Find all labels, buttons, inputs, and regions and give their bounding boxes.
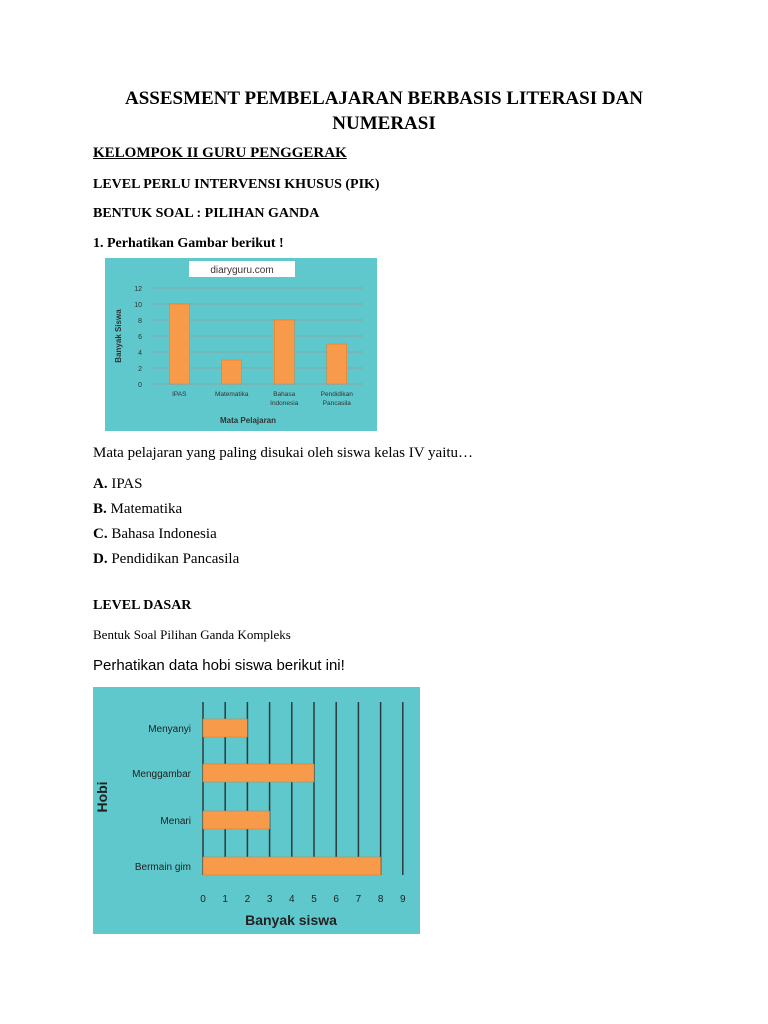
bar bbox=[327, 344, 347, 384]
subject-chart-svg bbox=[105, 258, 377, 431]
y-tick-label: Bermain gim bbox=[134, 862, 191, 873]
option-d-text: Pendidikan Pancasila bbox=[111, 551, 240, 567]
question-1-intro: 1. Perhatikan Gambar berikut ! bbox=[93, 236, 284, 251]
bar bbox=[203, 764, 314, 782]
x-axis-label: Banyak siswa bbox=[245, 912, 337, 928]
level-heading-basic: LEVEL DASAR bbox=[93, 598, 192, 613]
y-tick-label: Menyanyi bbox=[148, 724, 191, 735]
x-tick-label: 6 bbox=[333, 894, 339, 905]
y-tick-label: 8 bbox=[138, 318, 142, 325]
y-axis-label: Hobi bbox=[94, 781, 110, 813]
group-heading: KELOMPOK II GURU PENGGERAK bbox=[93, 145, 347, 161]
option-d bbox=[93, 551, 239, 568]
x-tick-label: 4 bbox=[289, 894, 295, 905]
x-tick-label: Pendidikan bbox=[320, 391, 353, 398]
x-tick-label: 0 bbox=[200, 894, 206, 905]
y-tick-label: 0 bbox=[138, 382, 142, 389]
option-b-letter: B. bbox=[93, 501, 107, 517]
x-axis-label: Mata Pelajaran bbox=[219, 416, 277, 425]
hobby-chart-svg bbox=[93, 687, 420, 934]
y-tick-label: Menari bbox=[160, 816, 191, 827]
title-line-2: NUMERASI bbox=[332, 113, 436, 134]
bar bbox=[203, 719, 247, 737]
x-tick-label: 9 bbox=[400, 894, 406, 905]
option-a-text: IPAS bbox=[111, 476, 143, 492]
x-tick-label: 7 bbox=[355, 894, 362, 905]
bar bbox=[274, 320, 294, 384]
option-a-letter: A. bbox=[93, 476, 108, 492]
x-tick-label: Pancasila bbox=[322, 400, 351, 407]
y-tick-label: Menggambar bbox=[132, 769, 191, 780]
title-line-1: ASSESMENT PEMBELAJARAN BERBASIS LITERASI DAN bbox=[124, 88, 644, 109]
document-title bbox=[110, 86, 658, 136]
level-heading-pik: LEVEL PERLU INTERVENSI KHUSUS (PIK) bbox=[93, 177, 380, 192]
form-heading-multiple-choice: BENTUK SOAL : PILIHAN GANDA bbox=[93, 206, 320, 221]
x-tick-label: Matematika bbox=[214, 391, 249, 398]
hobby-bar-chart bbox=[93, 687, 420, 934]
option-b bbox=[93, 501, 182, 518]
option-c-letter: C. bbox=[93, 526, 108, 542]
y-tick-label: 6 bbox=[138, 334, 142, 341]
y-tick-label: 2 bbox=[138, 366, 142, 373]
x-tick-label: Indonesia bbox=[270, 400, 299, 407]
bar bbox=[169, 304, 189, 384]
chart-title: diaryguru.com bbox=[210, 265, 274, 276]
question-1-text: Mata pelajaran yang paling disukai oleh siswa kelas IV yaitu… bbox=[93, 445, 474, 461]
subject-bar-chart bbox=[105, 258, 377, 431]
option-c-text: Bahasa Indonesia bbox=[111, 526, 217, 542]
question-2-intro: Perhatikan data hobi siswa berikut ini! bbox=[93, 657, 345, 674]
option-b-text: Matematika bbox=[110, 501, 183, 517]
x-tick-label: 8 bbox=[377, 894, 384, 905]
x-tick-label: 3 bbox=[266, 894, 273, 905]
x-tick-label: IPAS bbox=[172, 391, 187, 398]
y-tick-label: 4 bbox=[138, 350, 142, 357]
bar bbox=[203, 857, 381, 875]
form-heading-complex: Bentuk Soal Pilihan Ganda Kompleks bbox=[93, 627, 291, 642]
x-tick-label: 2 bbox=[244, 894, 251, 905]
y-axis-label: Banyak Siswa bbox=[114, 309, 123, 363]
x-tick-label: 1 bbox=[222, 894, 228, 905]
option-a bbox=[93, 476, 142, 493]
chart-background bbox=[93, 687, 420, 934]
option-c bbox=[93, 526, 217, 543]
x-tick-label: Bahasa bbox=[273, 391, 296, 398]
y-tick-label: 12 bbox=[134, 286, 142, 293]
y-tick-label: 10 bbox=[134, 302, 142, 309]
bar bbox=[203, 811, 270, 829]
x-tick-label: 5 bbox=[311, 894, 317, 905]
option-d-letter: D. bbox=[93, 551, 108, 567]
bar bbox=[222, 360, 242, 384]
